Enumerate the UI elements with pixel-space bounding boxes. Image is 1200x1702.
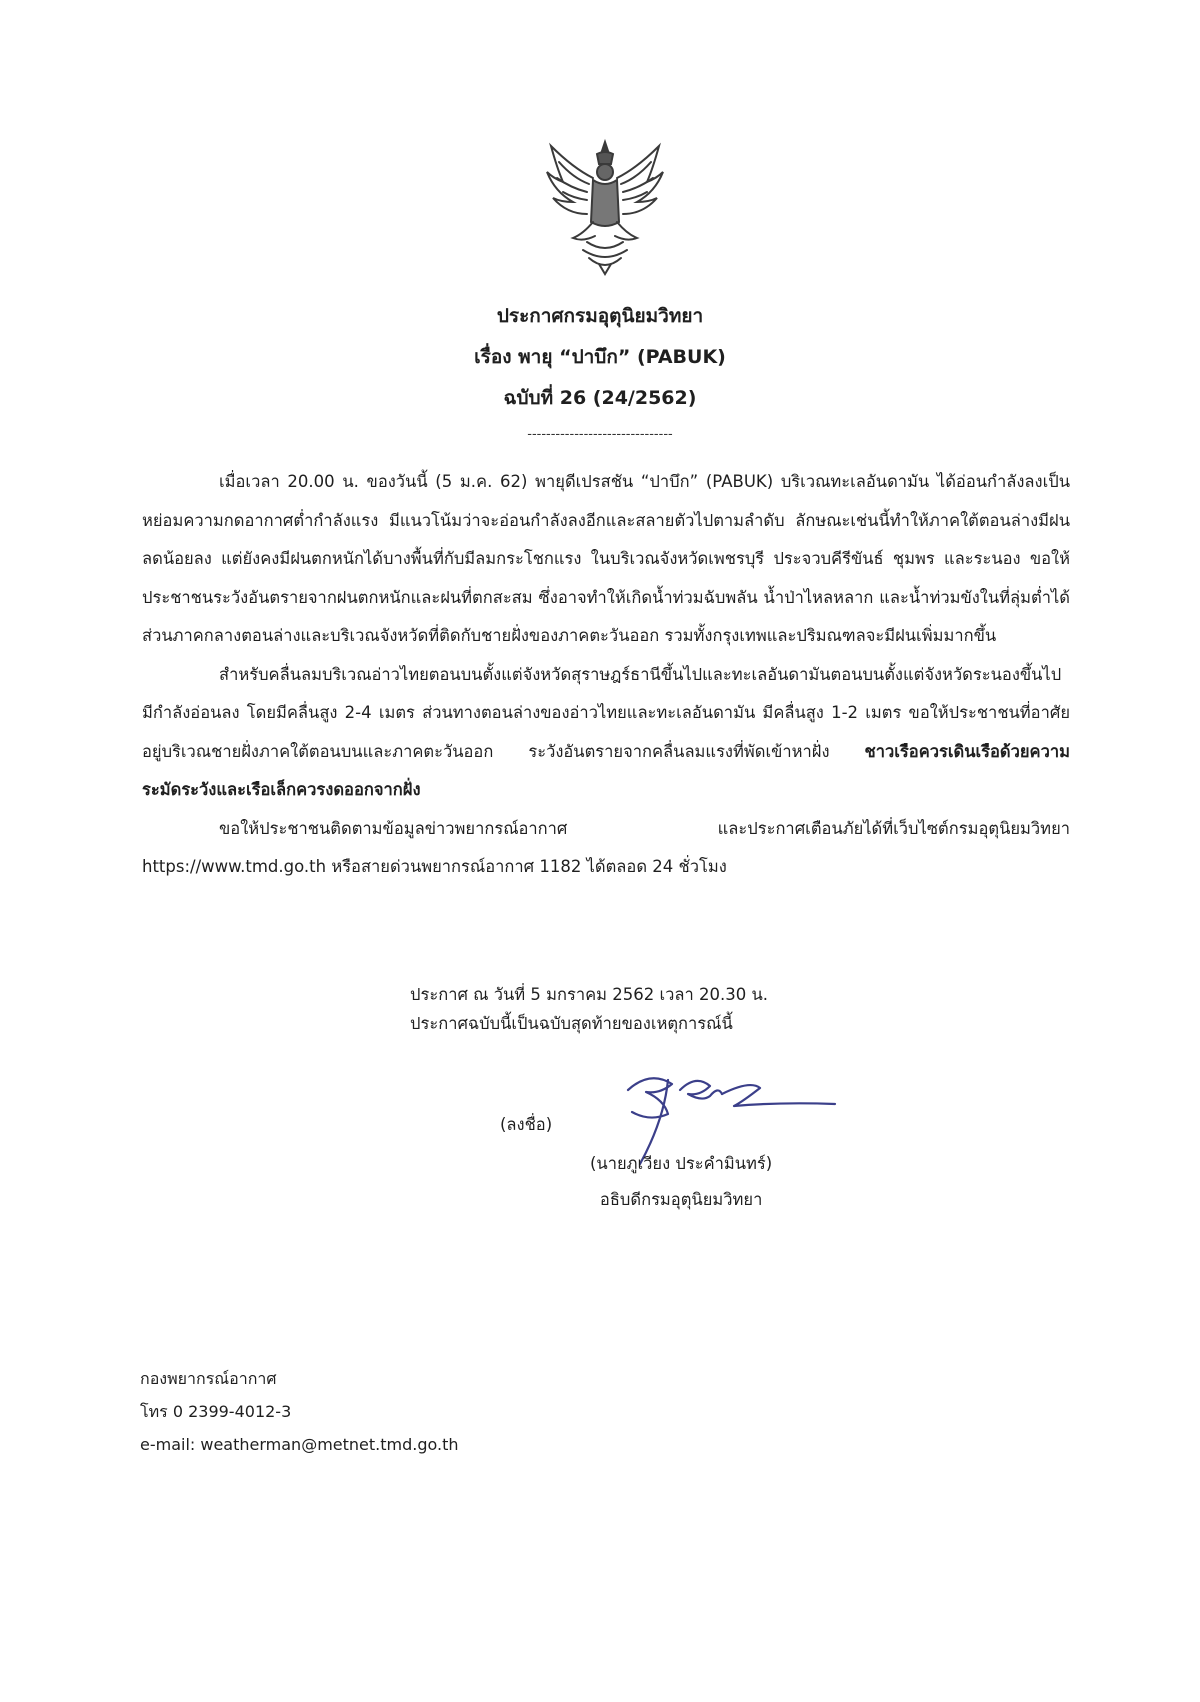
paragraph-follow-updates: ขอให้ประชาชนติดตามข้อมูลข่าวพยากรณ์อากาศ และประกาศเตือนภัยได้ที่เว็บไซต์กรมอุตุนิยมวิทยา https://www.tmd.go.th หรือสายด่วนพยากรณ์อากาศ 1182 ได้ตลอด 24 ชั่วโมง xyxy=(142,818,1070,876)
footer-phone: โทร 0 2399-4012-3 xyxy=(140,1402,292,1421)
paragraph-wave-warning xyxy=(142,656,1070,810)
contact-footer xyxy=(140,1362,459,1461)
document-issue-number: ฉบับที่ 26 (24/2562) xyxy=(503,387,697,409)
title-separator: ------------------------------- xyxy=(527,427,673,442)
signer-position: อธิบดีกรมอุตุนิยมวิทยา xyxy=(599,1190,763,1209)
boat-warning-bold: ชาวเรือควรเดินเรือด้วยความระมัดระวังและเรือเล็กควรงดออกจากฝั่ง xyxy=(142,741,1070,799)
signer-name: (นายภูเวียง ประคำมินทร์) xyxy=(590,1154,773,1173)
document-title: ประกาศกรมอุตุนิยมวิทยา xyxy=(496,305,704,327)
wave-warning-text: สำหรับคลื่นลมบริเวณอ่าวไทยตอนบนตั้งแต่จังหวัดสุราษฎร์ธานีขึ้นไปและทะเลอันดามันตอนบนตั้งแต่จังหวัดระนองขึ้นไป มีกำลังอ่อนลง โดยมีคลื่นสูง 2-4 เมตร ส่วนทางตอนล่างของอ่าวไทยและทะเลอันดามัน มีคลื่นสูง 1-2 เมตร ขอให้ประชาชนที่อาศัยอยู่บริเวณชายฝั่งภาคใต้ตอนบนและภาคตะวันออก ระวังอันตรายจากคลื่นลมแรงที่พัดเข้าหาฝั่ง xyxy=(142,664,1070,761)
document-subject: เรื่อง พายุ “ปาบึก” (PABUK) xyxy=(474,346,726,368)
announcement-final-notice: ประกาศฉบับนี้เป็นฉบับสุดท้ายของเหตุการณ์นี้ xyxy=(410,1014,733,1033)
document-body xyxy=(142,463,1070,887)
signer-block xyxy=(590,1146,772,1218)
paragraph-storm-status: เมื่อเวลา 20.00 น. ของวันนี้ (5 ม.ค. 62) พายุดีเปรสชัน “ปาบึก” (PABUK) บริเวณทะเลอันดามัน ได้อ่อนกำลังลงเป็นหย่อมความกดอากาศต่ำกำลังแรง มีแนวโน้มว่าจะอ่อนกำลังลงอีกและสลายตัวไปตามลำดับ ลักษณะเช่นนี้ทำให้ภาคใต้ตอนล่างมีฝนลดน้อยลง แต่ยังคงมีฝนตกหนักได้บางพื้นที่กับมีลมกระโชกแรง ในบริเวณจังหวัดเพชรบุรี ประจวบคีรีขันธ์ ชุมพร และระนอง ขอให้ประชาชนระวังอันตรายจากฝนตกหนักและฝนที่ตกสะสม ซึ่งอาจทำให้เกิดน้ำท่วมฉับพลัน น้ำป่าไหลหลาก และน้ำท่วมขังในที่ลุ่มต่ำได้ ส่วนภาคกลางตอนล่างและบริเวณจังหวัดที่ติดกับชายฝั่งของภาคตะวันออก รวมทั้งกรุงเทพและปริมณฑลจะมีฝนเพิ่มมากขึ้น xyxy=(142,472,1070,645)
announcement-date: ประกาศ ณ วันที่ 5 มกราคม 2562 เวลา 20.30 น. xyxy=(410,985,769,1004)
footer-division: กองพยากรณ์อากาศ xyxy=(140,1369,277,1388)
footer-email: e-mail: weatherman@metnet.tmd.go.th xyxy=(140,1435,459,1454)
signature-label: (ลงชื่อ) xyxy=(500,1115,553,1134)
garuda-emblem-icon xyxy=(543,138,667,276)
announcement-block xyxy=(410,980,768,1038)
